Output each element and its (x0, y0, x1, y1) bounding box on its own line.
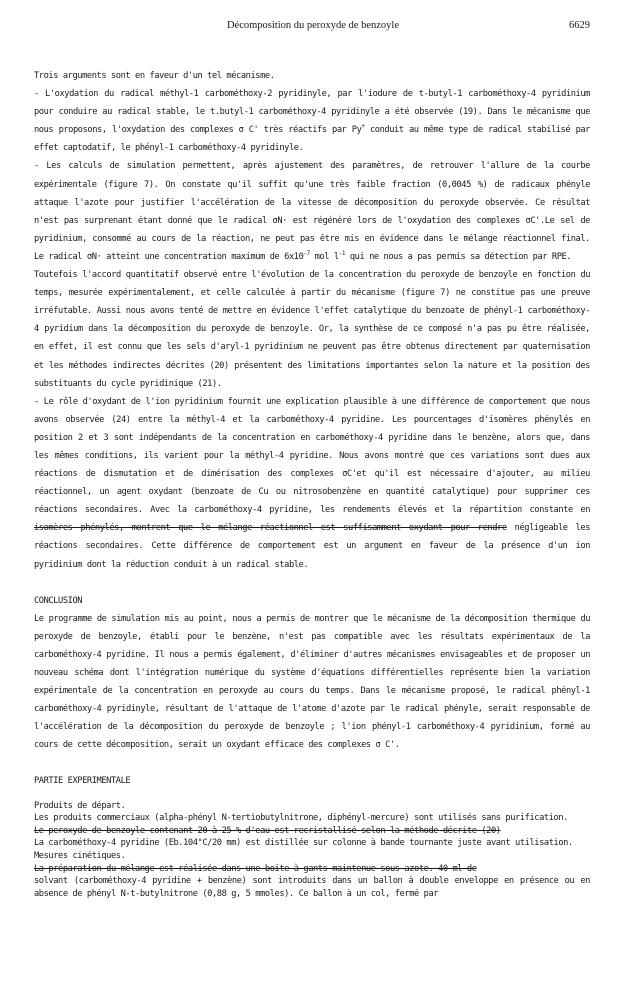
paragraph-argument-2 (34, 157, 590, 266)
conclusion-paragraph: Le programme de simulation mis au point, nous a permis de montrer que le mécanisme de la décomposition thermique du peroxyde de benzoyle, établi pour le benzène, n'est pas compatible avec les résultats expérimentaux de la carbométhoxy-4 pyridine. Il nous a permis également, d'éliminer d'autres mécanismes envisageables et de proposer un nouveau schéma dont l'intégration numérique du système d'équations différentielles représente bien la variation expérimentale de la concentration en peroxyde au cours du temps. Dans le mécanisme proposé, le radical phényl-1 carbométhoxy-4 pyridinyle, résultant de l'attaque de l'atome d'azote par le radical phényle, serait responsable de l'accélération de la décomposition du peroxyde de benzoyle ; l'ion phényl-1 carbométhoxy-4 pyridinium, formé au cours de cette décomposition, serait un oxydant efficace des complexes σ C'. (34, 613, 590, 751)
spacer (34, 791, 590, 800)
kinetics-paragraph: solvant (carbométhoxy-4 pyridine + benzène) sont introduits dans un ballon à double enveloppe en présence ou en absence de phényl N-t-butylnitrone (0,88 g, 5 mmoles). Ce ballon à un col, fermé par (34, 876, 590, 899)
products-paragraph-2: La carbométhoxy-4 pyridine (Eb.104°C/20 mm) est distillée sur colonne à bande tournante juste avant utilisation. (34, 838, 573, 849)
kinetics-struck-line: La préparation du mélange est réalisée dans une boite à gants maintenue sous azote. 40 ml de (34, 863, 477, 874)
paragraph-argument-1 (34, 85, 590, 157)
argument-3-text-end: négligeable les réactions secondaires. Cette différence de comportement est un argument en faveur de la présence d'un ion pyridinium dont la réduction conduit à un radical stable. (34, 523, 591, 570)
argument-2-unit: mol l (309, 251, 339, 262)
argument-2-text: - Les calculs de simulation permettent, après ajustement des paramètres, de retrouver l'allure de la courbe expérimentale (figure 7). On constate qu'il suffit qu'une très faible fraction (0,0045 %) de radicaux phényle attaque l'azote pour justifier l'accélération de la vitesse de décomposition du peroxyde observée. Ce résultat n'est pas surprenant étant donné que le radical σN· est régénéré lors de l'oxydation des complexes σC'.Le sel de pyridinium, consommé au cours de la réaction, ne peut pas être mis en évidence dans le mélange réactionnel final. Le radical σN· atteint une concentration maximum de 6x10 (34, 161, 590, 262)
argument-2-text-end: qui ne nous a pas permis sa détection par RPE. (345, 251, 572, 262)
spacer (34, 754, 590, 772)
argument-1-text-end: conduit au même type de radical stabilisé par effet captodatif, le phényl-1 carbométhoxy-4 pyridinyle. (34, 125, 590, 154)
struck-line: isomères phénylés, montrent que le mélange réactionnel est suffisamment oxydant pour rendre (34, 523, 507, 534)
experimental-heading: PARTIE EXPERIMENTALE (34, 776, 131, 787)
argument-3-text: - Le rôle d'oxydant de l'ion pyridinium fournit une explication plausible à une différence de comportement que nous avons observée (24) entre la méthyl-4 et la carbométhoxy-4 pyridine. Les pourcentages d'isomères phénylés en position 2 et 3 sont indépendants de la concentration en carbométhoxy-4 pyridine dans le benzène, alors que, dans les mêmes conditions, ils varient pour la méthyl-4 pyridine. Nous avons montré que ces variations sont dues aux réactions de dismutation et de dimérisation des complexes σC'et qu'il est nécessaire d'ajouter, au milieu réactionnel, un agent oxydant (benzoate de Cu ou nitrosobenzène en quantité catalytique) pour supprimer ces réactions secondaires. Avec la carbométhoxy-4 pyridine, les rendements élevés et la répartition constante en (34, 396, 590, 516)
page-number: 6629 (569, 20, 590, 31)
conclusion-heading: CONCLUSION (34, 595, 83, 606)
experimental-section (34, 800, 590, 901)
paragraph-intro: Trois arguments sont en faveur d'un tel mécanisme. (34, 71, 275, 81)
paragraph-toutefois: Toutefois l'accord quantitatif observé entre l'évolution de la concentration du peroxyde de benzoyle en fonction du temps, mesurée expérimentalement, et celle calculée à partir du mécanisme (figure 7) ne constitue pas une preuve irréfutable. Aussi nous avons tenté de mettre en évidence l'effet catalytique du benzoate de phényl-1 carbométhoxy-4 pyridium dans la décomposition du peroxyde de benzoyle. Or, la synthèse de ce composé n'a pas pu être réalisée, en effet, il est connu que les sels d'aryl-1 pyridinium ne peuvent pas être obtenus directement par quaternisation et les méthodes indirectes décrites (20) présentent des limitations importantes selon la nature et la position des substituants du cycle pyridinique (21). (34, 270, 590, 389)
unit-superscript: -1 (338, 250, 346, 258)
article-body (34, 67, 590, 900)
products-struck-line: Le peroxyde de benzoyle contenant 20 à 25 % d'eau est recristallisé selon la méthode décrite (20) (34, 825, 501, 836)
running-title: Décomposition du peroxyde de benzoyle (226, 20, 400, 31)
charge-superscript: + (361, 123, 365, 131)
running-head (36, 20, 590, 36)
exponent-superscript: -7 (303, 250, 310, 258)
products-subheading: Produits de départ. (34, 800, 126, 811)
spacer (34, 574, 590, 592)
products-paragraph: Les produits commerciaux (alpha-phényl N-tertiobutylnitrone, diphényl-mercure) sont utilisés sans purification. (34, 813, 568, 824)
kinetics-subheading: Mesures cinétiques. (34, 850, 126, 861)
argument-1-text: - L'oxydation du radical méthyl-1 carbométhoxy-2 pyridinyle, par l'iodure de t-butyl-1 carbométhoxy-4 pyridinium pour conduire au radical stable, le t.butyl-1 carbométhoxy-4 pyridinyle a été observée (19). Dans le mécanisme que nous proposons, l'oxydation des complexes σ C' très réactifs par Py (34, 89, 590, 136)
paragraph-argument-3 (34, 393, 590, 574)
